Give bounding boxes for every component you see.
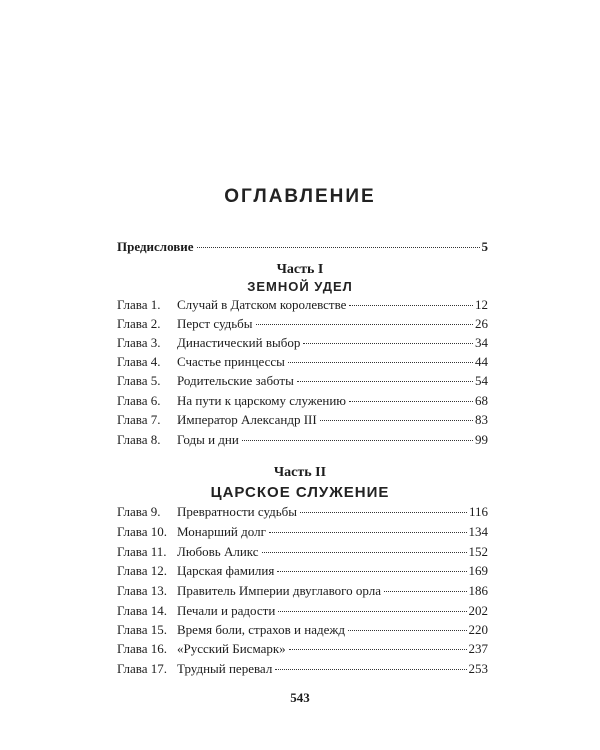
part-title: ЦАРСКОЕ СЛУЖЕНИЕ <box>210 484 390 501</box>
chapter-title: Монарший долг <box>177 524 266 539</box>
chapter-number: Глава 10. <box>117 524 168 539</box>
toc-entry[interactable] <box>117 431 488 449</box>
chapter-title: Царская фамилия <box>177 563 275 578</box>
chapter-title: Превратности судьбы <box>177 504 298 519</box>
page-number: 5 <box>481 239 488 254</box>
dot-leader <box>300 512 467 513</box>
page-number: 99 <box>475 432 488 447</box>
toc-entry[interactable] <box>117 296 488 314</box>
chapter-number: Глава 12. <box>117 563 168 578</box>
page-number: 34 <box>475 335 488 350</box>
chapter-title: Император Александр III <box>177 412 317 427</box>
page-number: 12 <box>475 297 488 312</box>
dot-leader <box>349 305 473 306</box>
page-number: 54 <box>475 373 488 388</box>
page-number: 26 <box>475 316 488 331</box>
toc-entry[interactable] <box>117 523 488 541</box>
toc-entry[interactable] <box>117 411 488 429</box>
part-title: ЗЕМНОЙ УДЕЛ <box>247 279 353 294</box>
toc-entry[interactable] <box>117 372 488 390</box>
toc-entry[interactable] <box>117 392 488 410</box>
page-number: 253 <box>468 661 488 676</box>
chapter-number: Глава 4. <box>117 354 161 369</box>
chapter-number: Глава 9. <box>117 504 161 519</box>
toc-entry[interactable] <box>117 621 488 639</box>
toc-entry[interactable] <box>117 543 488 561</box>
chapter-number: Глава 5. <box>117 373 161 388</box>
chapter-title: Печали и радости <box>177 603 276 618</box>
page-number: 202 <box>468 603 488 618</box>
dot-leader <box>384 591 466 592</box>
chapter-title: Династический выбор <box>177 335 301 350</box>
chapter-number: Глава 3. <box>117 335 161 350</box>
part-label: Часть I <box>276 262 324 277</box>
chapter-number: Глава 13. <box>117 583 168 598</box>
chapter-number: Глава 7. <box>117 412 161 427</box>
chapter-title: Время боли, страхов и надежд <box>177 622 345 637</box>
chapter-number: Глава 6. <box>117 393 161 408</box>
page-number: 169 <box>468 563 488 578</box>
toc-entry[interactable] <box>117 562 488 580</box>
dot-leader <box>303 343 473 344</box>
dot-leader <box>320 420 473 421</box>
page-number: 116 <box>468 504 488 519</box>
toc-entry[interactable] <box>117 582 488 600</box>
dot-leader <box>275 669 466 670</box>
dot-leader <box>269 532 467 533</box>
chapter-number: Глава 11. <box>117 544 167 559</box>
dot-leader <box>197 247 480 248</box>
chapter-number: Глава 15. <box>117 622 168 637</box>
chapter-number: Глава 2. <box>117 316 161 331</box>
toc-entry[interactable] <box>117 315 488 333</box>
page-number: 83 <box>475 412 488 427</box>
toc-entry-preface[interactable] <box>117 238 488 256</box>
dot-leader <box>277 571 466 572</box>
chapter-title: Родительские заботы <box>177 373 294 388</box>
dot-leader <box>242 440 473 441</box>
dot-leader <box>289 649 467 650</box>
page-number: 152 <box>468 544 488 559</box>
toc-entry[interactable] <box>117 503 488 521</box>
page-number: 134 <box>468 524 488 539</box>
dot-leader <box>297 381 473 382</box>
page-number: 44 <box>475 354 488 369</box>
chapter-number: Глава 16. <box>117 641 168 656</box>
chapter-number: Глава 17. <box>117 661 168 676</box>
toc-entry[interactable] <box>117 660 488 678</box>
page-title: ОГЛАВЛЕНИЕ <box>224 186 376 207</box>
dot-leader <box>288 362 473 363</box>
chapter-title: На пути к царскому служению <box>177 393 346 408</box>
toc-entry[interactable] <box>117 353 488 371</box>
chapter-title: Перст судьбы <box>177 316 253 331</box>
dot-leader <box>262 552 467 553</box>
page-number: 68 <box>475 393 488 408</box>
dot-leader <box>278 611 466 612</box>
chapter-title: Счастье принцессы <box>177 354 285 369</box>
dot-leader <box>348 630 467 631</box>
chapter-title: Правитель Империи двуглавого орла <box>177 583 382 598</box>
dot-leader <box>256 324 473 325</box>
page-number: 237 <box>468 641 488 656</box>
chapter-title: Годы и дни <box>177 432 239 447</box>
chapter-number: Глава 1. <box>117 297 161 312</box>
chapter-number: Глава 8. <box>117 432 161 447</box>
toc-entry[interactable] <box>117 334 488 352</box>
folio-page-number: 543 <box>290 690 310 705</box>
page-number: 186 <box>468 583 488 598</box>
chapter-title: Трудный перевал <box>177 661 273 676</box>
entry-title: Предисловие <box>117 239 194 254</box>
chapter-number: Глава 14. <box>117 603 168 618</box>
chapter-title: Случай в Датском королевстве <box>177 297 347 312</box>
toc-entry[interactable] <box>117 640 488 658</box>
page-number: 220 <box>468 622 488 637</box>
part-label: Часть II <box>273 465 327 480</box>
dot-leader <box>349 401 473 402</box>
toc-entry[interactable] <box>117 602 488 620</box>
chapter-title: «Русский Бисмарк» <box>177 641 286 656</box>
chapter-title: Любовь Аликс <box>177 544 259 559</box>
